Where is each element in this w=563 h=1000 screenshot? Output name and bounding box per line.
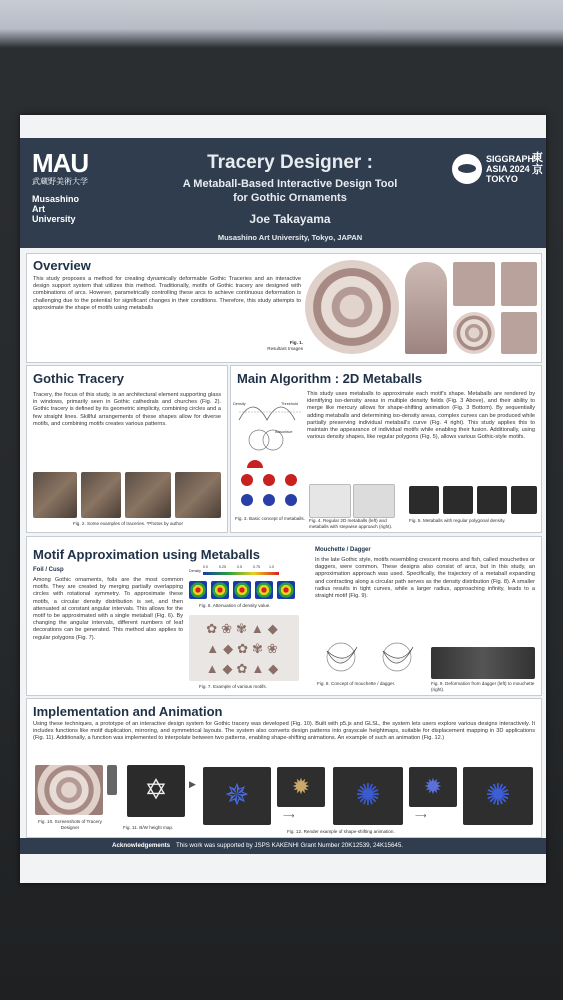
- university-name-line-3: University: [32, 214, 76, 224]
- fig6-tick-2: 0.5: [237, 565, 242, 569]
- polygon-metaball-2: [443, 486, 473, 514]
- tracery-photo-2: [81, 472, 121, 518]
- density-map-3: [233, 581, 251, 599]
- algorithm-text: This study uses metaballs to approximate each motif's shape. Metaballs are rendered by identifying iso-density areas in multiple density fields (Fig. 3 Above), and their ability to merge like mercury allows for shape-shifting animation (Fig. 3 Bottom). By sequentially adding metaballs and determining iso-density areas, complex curves can be produced while partially preserving individual metaball's curve (Fig. 4 right). This study applies this to maintain the appearance of individual motifs while enabling their fusion. Additionally, using various density shapes, like regular polygons (Fig. 5), allows various Gothic-style motifs.: [307, 391, 535, 441]
- overview-text: This study proposes a method for creating dynamically deformable Gothic Traceries and an interactive design support system that utilizes this method. Traditionally, motifs of Gothic tracery are designed with combinations of arcs. However, parametrically controlling these arcs to achieve continuous deformation is challenging due to the potential for significant changes in their conditions. Therefore, this study attempts to approximate the shape of motifs using metaballs: [33, 276, 301, 311]
- gothic-tracery-panel: [26, 365, 228, 533]
- round-tracery-image: [453, 312, 495, 354]
- render-star-icon-4: ✹: [423, 774, 443, 799]
- overview-heading: Overview: [33, 258, 91, 273]
- diagram-label-density: Density: [233, 402, 246, 406]
- conference-line-3: TOKYO: [486, 174, 518, 184]
- implementation-text: Using these techniques, a prototype of an interactive design system for Gothic tracery was developed (Fig. 10). Built with p5.js and GLSL, the system lets users explore various designs interactively. It includes functions like motif duplication, mirroring, and symmetrical layouts. The system also converts design patterns into grayscale heightmaps, suitable for displacement mapping in 3D applications (Fig. 11). Additionally, a function was implemented to interpolate between two patterns, enabling shape-shifting animations. An example of such an animation (Fig. 12.): [33, 721, 535, 742]
- fig1-label-text: Resultant Images: [267, 345, 303, 351]
- conference-name: [486, 154, 534, 184]
- foil-heading: Foil / Cusp: [33, 567, 64, 573]
- conference-line-2: ASIA 2024: [486, 164, 530, 174]
- university-name-jp: 武蔵野美術大学: [32, 177, 88, 186]
- quatrefoil-image: [501, 262, 537, 306]
- poster-subtitle-2: for Gothic Ornaments: [233, 192, 347, 204]
- rose-window-image: [305, 260, 399, 354]
- foil-text: Among Gothic ornaments, foils are the most common motifs. They are created by merging partially overlapping circles with rotational symmetry. To approximate these motifs, a circular density distribution is set, and then attenuated at constant angular intervals. This allows for the motif to be approximated with a single metaball (Fig. 6). By changing the angular intervals, different numbers of leaf decorations can be generated. This method also applies to regular polygons (Fig. 7).: [33, 577, 183, 641]
- arch-window-image: [405, 262, 447, 354]
- implementation-panel: [26, 698, 542, 838]
- render-star-icon-1: ✵: [224, 779, 250, 812]
- density-map-2: [211, 581, 229, 599]
- gothic-tracery-heading: Gothic Tracery: [33, 371, 125, 386]
- metaball-spheres-image: [237, 472, 303, 514]
- arrow-icon-3: ⟶: [415, 811, 427, 820]
- diagram-label-threshold: Threshold: [281, 402, 298, 406]
- motif-panel: [26, 536, 542, 696]
- fig6-tick-labels: [203, 565, 275, 571]
- fig9-caption: Fig. 9. Deformation from dagger (left) to mouchette (right).: [431, 681, 535, 692]
- mau-logo: MAU: [32, 148, 89, 178]
- mouchette-concept-diagram: [317, 637, 427, 679]
- hexagram-icon: ✡: [144, 774, 168, 805]
- density-map-1: [189, 581, 207, 599]
- tracery-photo-3: [125, 472, 171, 518]
- render-frame-3: [333, 767, 403, 825]
- fig6-tick-0: 0.0: [203, 565, 208, 569]
- algorithm-panel: [230, 365, 542, 533]
- trefoil-triangle-image: [453, 262, 495, 306]
- fig10-caption: Fig. 10. Screenshots of Tracery Designer: [38, 819, 102, 830]
- fig1-caption: [263, 340, 303, 351]
- diagram-label-isosurface: Isosurface: [275, 430, 293, 434]
- density-map-5: [277, 581, 295, 599]
- density-map-4: [255, 581, 273, 599]
- motif-heading: Motif Approximation using Metaballs: [33, 547, 261, 562]
- bw-height-map-image: [127, 765, 185, 817]
- tracery-photo-4: [175, 472, 221, 518]
- render-frame-4: [409, 767, 457, 807]
- tracery-designer-screenshot: [35, 765, 103, 815]
- render-frame-2: [277, 767, 325, 807]
- siggraph-logo-icon: [452, 154, 482, 184]
- render-frame-1: [203, 767, 271, 825]
- motif-shapes-icon: ✿❀✾▲◆ ▲◆✿✾❀ ▲◆✿▲◆: [205, 621, 283, 676]
- fig6-tick-3: 0.75: [253, 565, 260, 569]
- arrow-icon-2: ⟶: [283, 811, 295, 820]
- fig3-caption: Fig. 3. Basic concept of metaballs.: [235, 516, 305, 521]
- regular-metaball-image: [309, 484, 351, 518]
- university-name-line-2: Art: [32, 204, 45, 214]
- fig6-tick-4: 1.0: [269, 565, 274, 569]
- university-name-line-1: Musashino: [32, 194, 80, 204]
- render-frame-5: [463, 767, 533, 825]
- conference-line-1: SIGGRAPH: [486, 154, 535, 164]
- polygon-metaball-3: [477, 486, 507, 514]
- tracery-designer-panel-screenshot: [107, 765, 117, 795]
- acknowledgements-label: Acknowledgements: [112, 842, 171, 849]
- algorithm-heading: Main Algorithm : 2D Metaballs: [237, 371, 423, 386]
- fig1-label: Fig. 1.: [289, 340, 303, 345]
- arrow-icon-1: ▶: [189, 779, 196, 789]
- dagger-deformation-image: [431, 647, 535, 679]
- polygon-metaball-1: [409, 486, 439, 514]
- fig4-caption: Fig. 4. Regular 2D metaballs (left) and metaballs with stepwise approach (right).: [309, 518, 393, 529]
- university-name-en: [32, 194, 79, 224]
- density-colorbar: [203, 572, 279, 575]
- gothic-tracery-text: Tracery, the focus of this study, is an architectural element supporting glass in windows, primarily seen in Gothic cathedrals and churches (Fig. 2). Gothic tracery is defined by its geometric simplicity, combining circles and a few straight lines. Skillful arrangements of these shapes allow for diverse motifs, and combining motifs creates various patterns.: [33, 392, 221, 427]
- render-star-icon-2: ✹: [291, 774, 311, 799]
- polygon-metaball-4: [511, 486, 537, 514]
- author-affiliation: Musashino Art University, Tokyo, JAPAN: [217, 233, 363, 242]
- fig6-density-label: Density: [189, 569, 201, 573]
- fig12-caption: Fig. 12. Render example of shape-shifting animation.: [287, 829, 395, 834]
- dagger-heading: Mouchette / Dagger: [315, 547, 371, 553]
- ceiling-light-strip: [0, 0, 563, 48]
- various-motifs-grid: [189, 615, 299, 681]
- acknowledgements-text: This work was supported by JSPS KAKENHI Grant Number 20K12539, 24K15645.: [176, 842, 403, 849]
- fig2-caption: Fig. 2. Some examples of traceries. *Photos by author: [72, 521, 184, 526]
- poster-subtitle-1: A Metaball-Based Interactive Design Tool: [182, 178, 398, 190]
- poster-title: Tracery Designer :: [207, 152, 373, 173]
- fig11-caption: Fig. 11. B/W height map.: [123, 825, 174, 830]
- render-star-icon-5: ✺: [485, 779, 511, 812]
- conference-city-jp: 東京: [532, 152, 543, 176]
- star-tracery-image: [501, 312, 537, 354]
- fig7-caption: Fig. 7. Example of various motifs.: [199, 684, 267, 689]
- fig5-caption: Fig. 5. Metaballs with regular polygonal density.: [409, 518, 506, 523]
- render-star-icon-3: ✺: [355, 779, 381, 812]
- stepwise-metaball-image: [353, 484, 395, 518]
- fig6-tick-1: 0.25: [219, 565, 226, 569]
- poster-header: [20, 138, 546, 248]
- tracery-photo-1: [33, 472, 77, 518]
- fig6-caption: Fig. 6. Attenuation of density value.: [199, 603, 271, 608]
- overview-panel: [26, 253, 542, 363]
- author-name: Joe Takayama: [249, 212, 331, 226]
- acknowledgements-bar: [20, 838, 546, 854]
- dagger-text: In the late Gothic style, motifs resembling crescent moons and fish, called mouchettes or daggers, were common. These designs also consist of arcs, but in this study, an approximation approach was used. Specifically, the trajectory of a metaball expanding and contracting along a circular path serves as the density distribution (Fig. 8). A smaller radius results in tight curves, while a larger radius, approaching infinity, leads to a straight motif (Fig. 9).: [315, 557, 535, 600]
- fig8-caption: Fig. 8. Concept of mouchette / dagger.: [317, 681, 396, 686]
- implementation-heading: Implementation and Animation: [33, 704, 223, 719]
